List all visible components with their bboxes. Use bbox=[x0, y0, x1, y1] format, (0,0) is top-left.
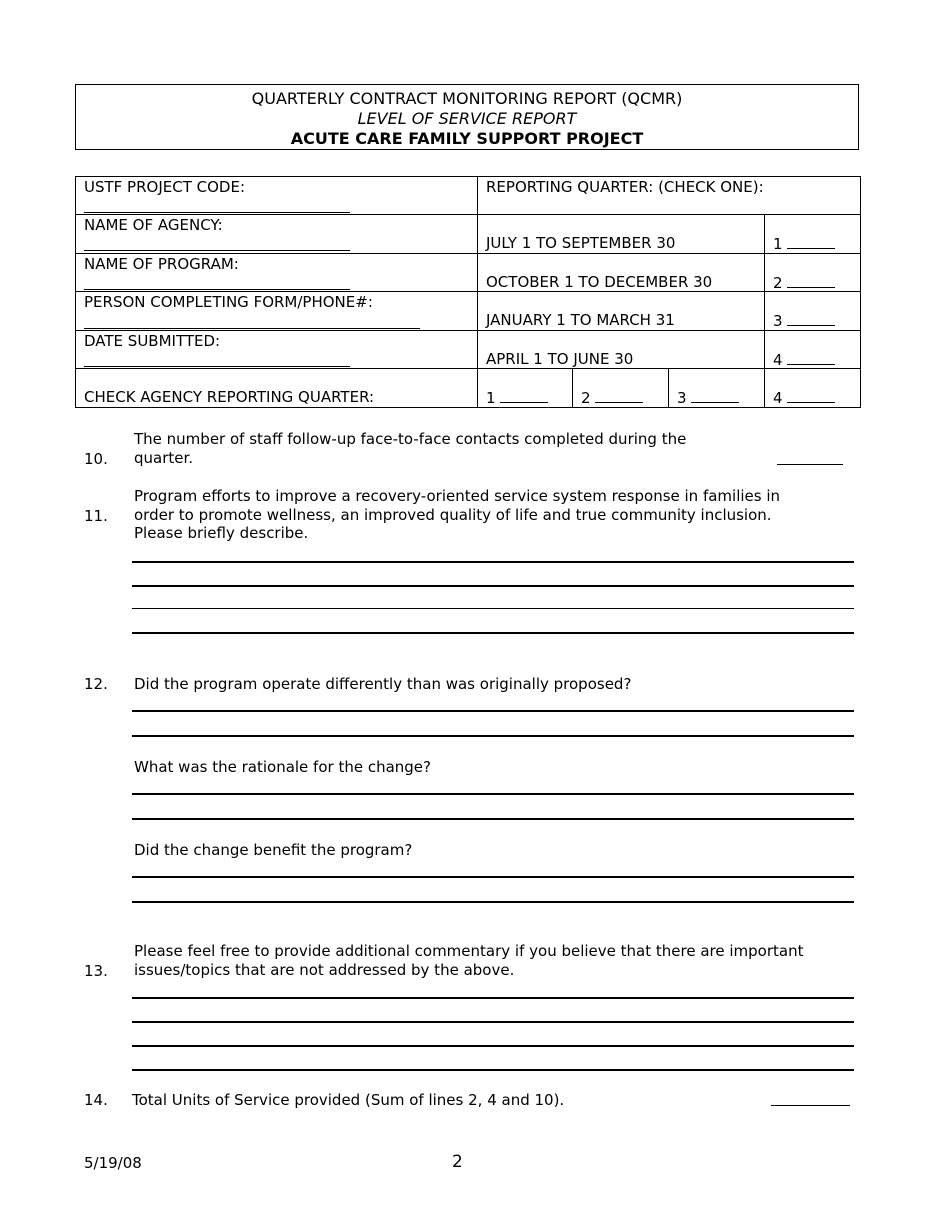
q10-text-line1: The number of staff follow-up face-to-face contacts completed during the bbox=[134, 430, 687, 448]
q13-answer-line-2[interactable] bbox=[132, 1021, 854, 1023]
quarter-4-label: APRIL 1 TO JUNE 30 bbox=[486, 350, 634, 368]
agency-quarter-4-check[interactable]: 4 bbox=[773, 388, 835, 408]
q12-rationale-line-2[interactable] bbox=[132, 818, 854, 820]
quarter-1-check[interactable]: 1 bbox=[773, 234, 835, 254]
q12-benefit-line-2[interactable] bbox=[132, 901, 854, 903]
q12-rationale-line-1[interactable] bbox=[132, 793, 854, 795]
quarter-3-label: JANUARY 1 TO MARCH 31 bbox=[486, 311, 675, 329]
q11-text-line1: Program efforts to improve a recovery-oriented service system response in families in bbox=[134, 487, 781, 505]
q12-answer-line-1[interactable] bbox=[132, 710, 854, 712]
q13-text-line2: issues/topics that are not addressed by the above. bbox=[134, 961, 515, 979]
quarter-3-check[interactable]: 3 bbox=[773, 311, 835, 331]
q12-text: Did the program operate differently than was originally proposed? bbox=[134, 675, 632, 693]
q14-number: 14. bbox=[84, 1091, 108, 1109]
q11-answer-line-3[interactable] bbox=[132, 608, 854, 609]
quarter-4-check[interactable]: 4 bbox=[773, 350, 835, 370]
q11-answer-line-2[interactable] bbox=[132, 585, 854, 587]
agency-label: NAME OF AGENCY: bbox=[84, 216, 223, 234]
date-field[interactable] bbox=[84, 366, 350, 367]
q10-number: 10. bbox=[84, 450, 108, 468]
q13-answer-line-1[interactable] bbox=[132, 997, 854, 999]
q13-answer-line-3[interactable] bbox=[132, 1045, 854, 1047]
quarter-2-label: OCTOBER 1 TO DECEMBER 30 bbox=[486, 273, 713, 291]
q13-answer-line-4[interactable] bbox=[132, 1069, 854, 1071]
agency-quarter-1-check[interactable]: 1 bbox=[486, 388, 548, 408]
q11-text-line3: Please briefly describe. bbox=[134, 524, 309, 542]
report-title: QUARTERLY CONTRACT MONITORING REPORT (QCMR) bbox=[251, 89, 683, 108]
agency-quarter-3-check[interactable]: 3 bbox=[677, 388, 739, 408]
footer-date: 5/19/08 bbox=[84, 1154, 142, 1172]
q11-text-line2: order to promote wellness, an improved quality of life and true community inclusion. bbox=[134, 506, 772, 524]
q11-number: 11. bbox=[84, 507, 108, 525]
q14-answer-field[interactable] bbox=[771, 1105, 850, 1106]
q12-answer-line-2[interactable] bbox=[132, 735, 854, 737]
page-number: 2 bbox=[452, 1152, 463, 1172]
q12-rationale-text: What was the rationale for the change? bbox=[134, 758, 431, 776]
report-subtitle: LEVEL OF SERVICE REPORT bbox=[357, 109, 577, 128]
info-grid bbox=[75, 176, 861, 408]
quarter-2-check[interactable]: 2 bbox=[773, 273, 835, 293]
agency-quarter-2-check[interactable]: 2 bbox=[581, 388, 643, 408]
q12-benefit-line-1[interactable] bbox=[132, 876, 854, 878]
q12-benefit-text: Did the change benefit the program? bbox=[134, 841, 413, 859]
q10-text-line2: quarter. bbox=[134, 449, 194, 467]
program-label: NAME OF PROGRAM: bbox=[84, 255, 239, 273]
quarter-1-label: JULY 1 TO SEPTEMBER 30 bbox=[486, 234, 676, 252]
project-code-label: USTF PROJECT CODE: bbox=[84, 178, 246, 196]
agency-field[interactable] bbox=[84, 250, 350, 251]
q10-answer-field[interactable] bbox=[777, 464, 843, 465]
q13-number: 13. bbox=[84, 962, 108, 980]
program-field[interactable] bbox=[84, 289, 350, 290]
q14-text: Total Units of Service provided (Sum of lines 2, 4 and 10). bbox=[132, 1091, 565, 1109]
q11-answer-line-4[interactable] bbox=[132, 632, 854, 634]
reporting-quarter-title: REPORTING QUARTER: (CHECK ONE): bbox=[486, 178, 764, 196]
check-agency-label: CHECK AGENCY REPORTING QUARTER: bbox=[84, 388, 375, 406]
project-title: ACUTE CARE FAMILY SUPPORT PROJECT bbox=[290, 129, 644, 148]
report-header bbox=[75, 84, 859, 150]
q11-answer-line-1[interactable] bbox=[132, 561, 854, 563]
date-label: DATE SUBMITTED: bbox=[84, 332, 221, 350]
q13-text-line1: Please feel free to provide additional commentary if you believe that there are important bbox=[134, 942, 804, 960]
project-code-field[interactable] bbox=[84, 212, 350, 213]
q12-number: 12. bbox=[84, 675, 108, 693]
person-label: PERSON COMPLETING FORM/PHONE#: bbox=[84, 293, 373, 311]
person-field[interactable] bbox=[84, 328, 420, 329]
